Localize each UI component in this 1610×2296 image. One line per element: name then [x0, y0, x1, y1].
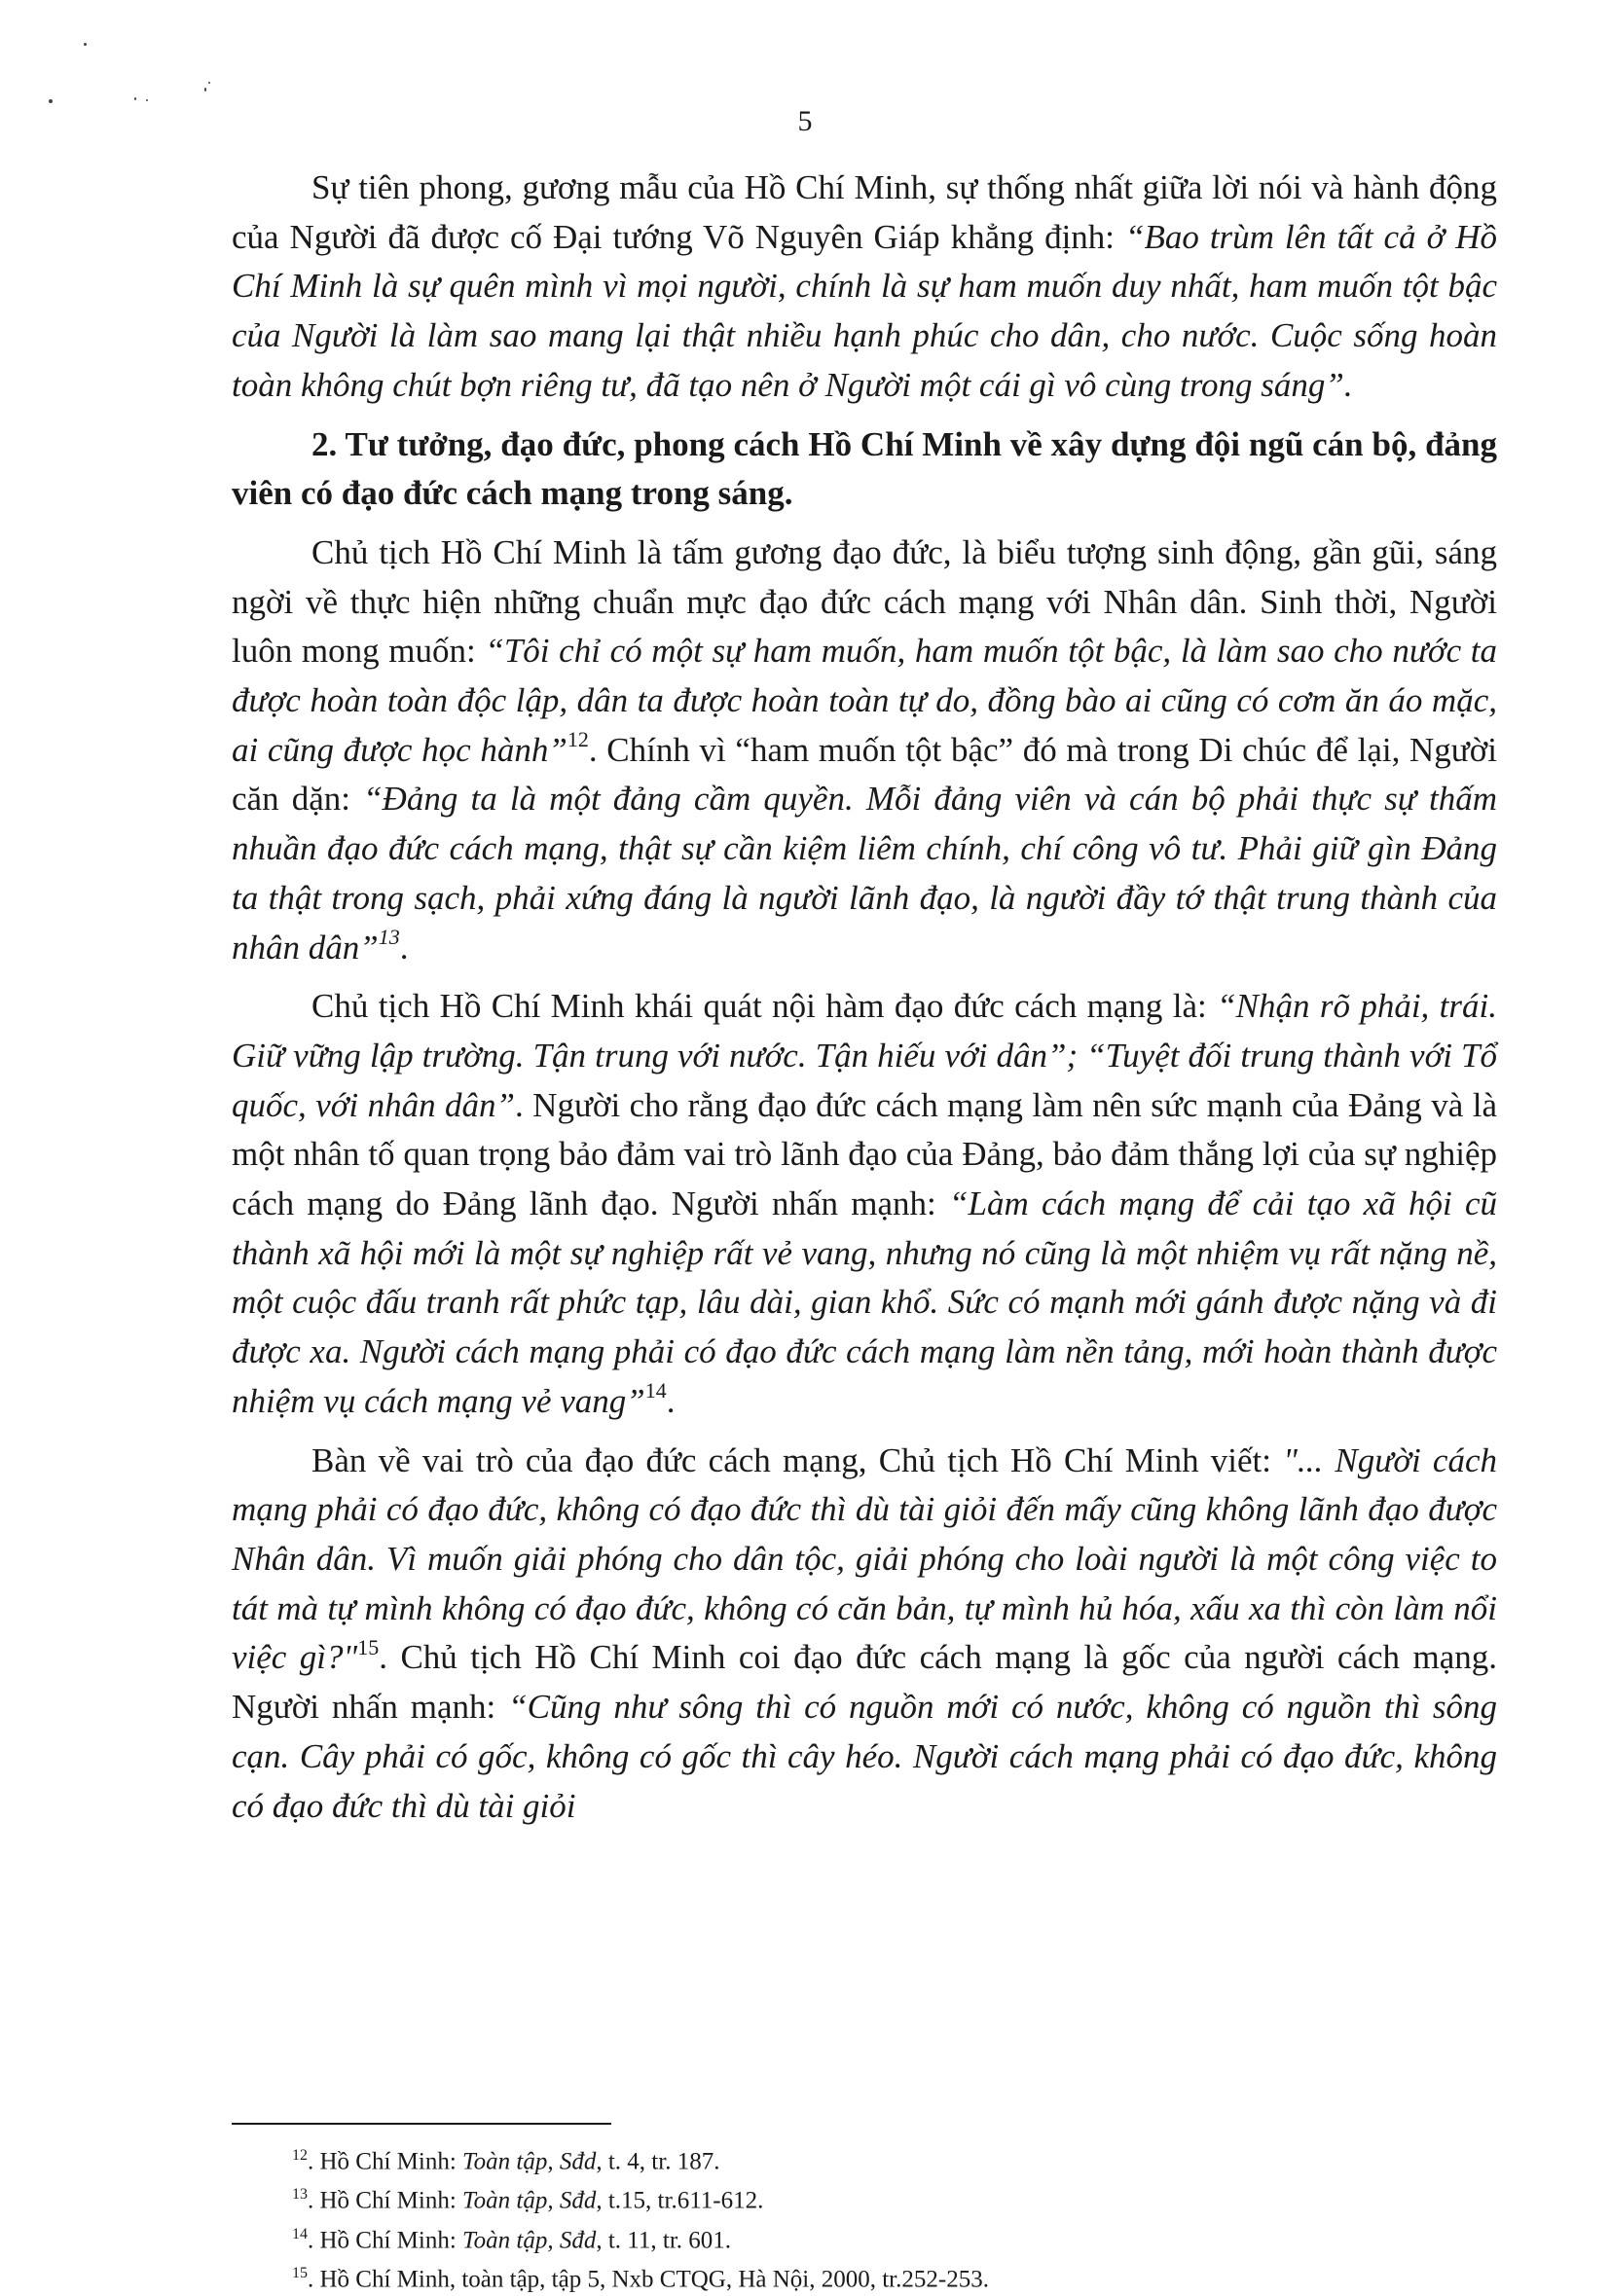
- text-run: . Hồ Chí Minh, toàn tập, tập 5, Nxb CTQG, Hà Nội, 2000, tr.252-253.: [308, 2266, 989, 2293]
- italic-run: “Nhận rõ phải, trái. Giữ vững lập trường. Tận trung với nước. Tận hiếu với dân”; “Tuyệt đối trung thành với Tổ quốc, với nhân dân”: [232, 987, 1497, 1124]
- italic-run: Toàn tập, Sđd: [462, 2226, 597, 2253]
- paragraph: [232, 164, 1497, 411]
- text-run: . Người cho rằng đạo đức cách mạng làm nên sức mạnh của Đảng và là một nhân tố quan trọng bảo đảm vai trò lãnh đạo của Đảng, bảo đảm thắng lợi của sự nghiệp cách mạng do Đảng lãnh đạo. Người nhấn mạnh:: [232, 1085, 1497, 1223]
- footnote-ref: 12: [567, 727, 589, 752]
- text-run: . Chủ tịch Hồ Chí Minh coi đạo đức cách mạng là gốc của người cách mạng. Người nhấn mạnh:: [232, 1638, 1498, 1727]
- footnote-separator: [232, 2123, 611, 2125]
- text-run: . Hồ Chí Minh:: [308, 2226, 463, 2253]
- footnote-ref: 15: [292, 2264, 308, 2281]
- footnote-ref: 14: [292, 2225, 308, 2242]
- footnotes: [292, 2139, 1460, 2296]
- text-run: Chủ tịch Hồ Chí Minh là tấm gương đạo đức, là biểu tượng sinh động, gần gũi, sáng ngời về thực hiện những chuẩn mực đạo đức cách mạng với Nhân dân. Sinh thời, Người luôn mong muốn:: [232, 532, 1497, 671]
- italic-run: “Đảng ta là một đảng cầm quyền. Mỗi đảng viên và cán bộ phải thực sự thấm nhuần đạo đức cách mạng, thật sự cần kiệm liêm chính, chí công vô tư. Phải giữ gìn Đảng ta thật trong sạch, phải xứng đáng là người lãnh đạo, là người đầy tớ thật trung thành của nhân dân”: [232, 780, 1498, 966]
- italic-run: “Cũng như sông thì có nguồn mới có nước, không có nguồn thì sông cạn. Cây phải có gốc, không có gốc thì cây héo. Người cách mạng phải có đạo đức, không có đạo đức thì dù tài giỏi: [232, 1688, 1497, 1825]
- italic-run: Toàn tập, Sđd: [462, 2187, 597, 2214]
- footnote-ref: 14: [644, 1378, 667, 1403]
- italic-run: “Bao trùm lên tất cả ở Hồ Chí Minh là sự quên mình vì mọi người, chính là sự ham muốn duy nhất, ham muốn tột bậc của Người là làm sao mang lại thật nhiều hạnh phúc cho dân, cho nước. Cuộc sống hoàn toàn không chút bợn riêng tư, đã tạo nên ở Người một cái gì vô cùng trong sáng”.: [232, 217, 1497, 404]
- footnote-item: [292, 2257, 1460, 2296]
- page-number: 5: [797, 105, 813, 137]
- text-run: .: [666, 1381, 676, 1420]
- text-run: . Hồ Chí Minh:: [308, 2148, 463, 2175]
- footnote-item: [292, 2178, 1460, 2217]
- text-run: 2. Tư tưởng, đạo đức, phong cách Hồ Chí Minh về xây dựng đội ngũ cán bộ, đảng viên có đạo đức cách mạng trong sáng.: [232, 424, 1497, 513]
- footnote-ref: 12: [292, 2147, 308, 2164]
- section-heading: [232, 420, 1497, 519]
- text-run: . Chính vì “ham muốn tột bậc” đó mà trong Di chúc để lại, Người căn dặn:: [232, 730, 1497, 819]
- text-run: , t.15, tr.611-612.: [596, 2187, 764, 2214]
- paragraph: [232, 528, 1497, 972]
- text-run: Sự tiên phong, gương mẫu của Hồ Chí Minh, sự thống nhất giữa lời nói và hành động của Người đã được cố Đại tướng Võ Nguyên Giáp khẳng định:: [232, 168, 1497, 256]
- footnote-ref: 13: [292, 2186, 308, 2204]
- paragraph: [232, 982, 1497, 1426]
- italic-run: “Tôi chỉ có một sự ham muốn, ham muốn tột bậc, là làm sao cho nước ta được hoàn toàn độc lập, dân ta được hoàn toàn tự do, đồng bào ai cũng có cơm ăn áo mặc, ai cũng được học hành”: [232, 632, 1497, 769]
- italic-run: "... Người cách mạng phải có đạo đức, không có đạo đức thì dù tài giỏi đến mấy cũng không lãnh đạo được Nhân dân. Vì muốn giải phóng cho dân tộc, giải phóng cho loài người là một công việc to tát mà tự mình không có đạo đức, không có căn bản, tự mình hủ hóa, xấu xa thì còn làm nổi việc gì?": [232, 1440, 1498, 1677]
- footnote-ref: 13: [378, 924, 400, 949]
- text-run: , t. 11, tr. 601.: [596, 2226, 732, 2253]
- footnote-item: [292, 2218, 1460, 2257]
- footnote-ref: 15: [357, 1634, 380, 1659]
- body-text: [232, 164, 1497, 1840]
- footnote-item: [292, 2139, 1460, 2178]
- italic-run: Toàn tập, Sđd: [462, 2148, 597, 2175]
- text-run: . Hồ Chí Minh:: [308, 2187, 463, 2214]
- text-run: .: [399, 928, 409, 966]
- italic-run: “Làm cách mạng để cải tạo xã hội cũ thành xã hội mới là một sự nghiệp rất vẻ vang, nhưng nó cũng là một nhiệm vụ rất nặng nề, một cuộc đấu tranh rất phức tạp, lâu dài, gian khổ. Sức có mạnh mới gánh được nặng và đi được xa. Người cách mạng phải có đạo đức cách mạng làm nền tảng, mới hoàn thành được nhiệm vụ cách mạng vẻ vang”: [232, 1184, 1497, 1420]
- text-run: Chủ tịch Hồ Chí Minh khái quát nội hàm đạo đức cách mạng là:: [311, 987, 1218, 1026]
- text-run: Bàn về vai trò của đạo đức cách mạng, Chủ tịch Hồ Chí Minh viết:: [311, 1440, 1284, 1479]
- text-run: , t. 4, tr. 187.: [596, 2148, 720, 2175]
- paragraph: [232, 1437, 1497, 1832]
